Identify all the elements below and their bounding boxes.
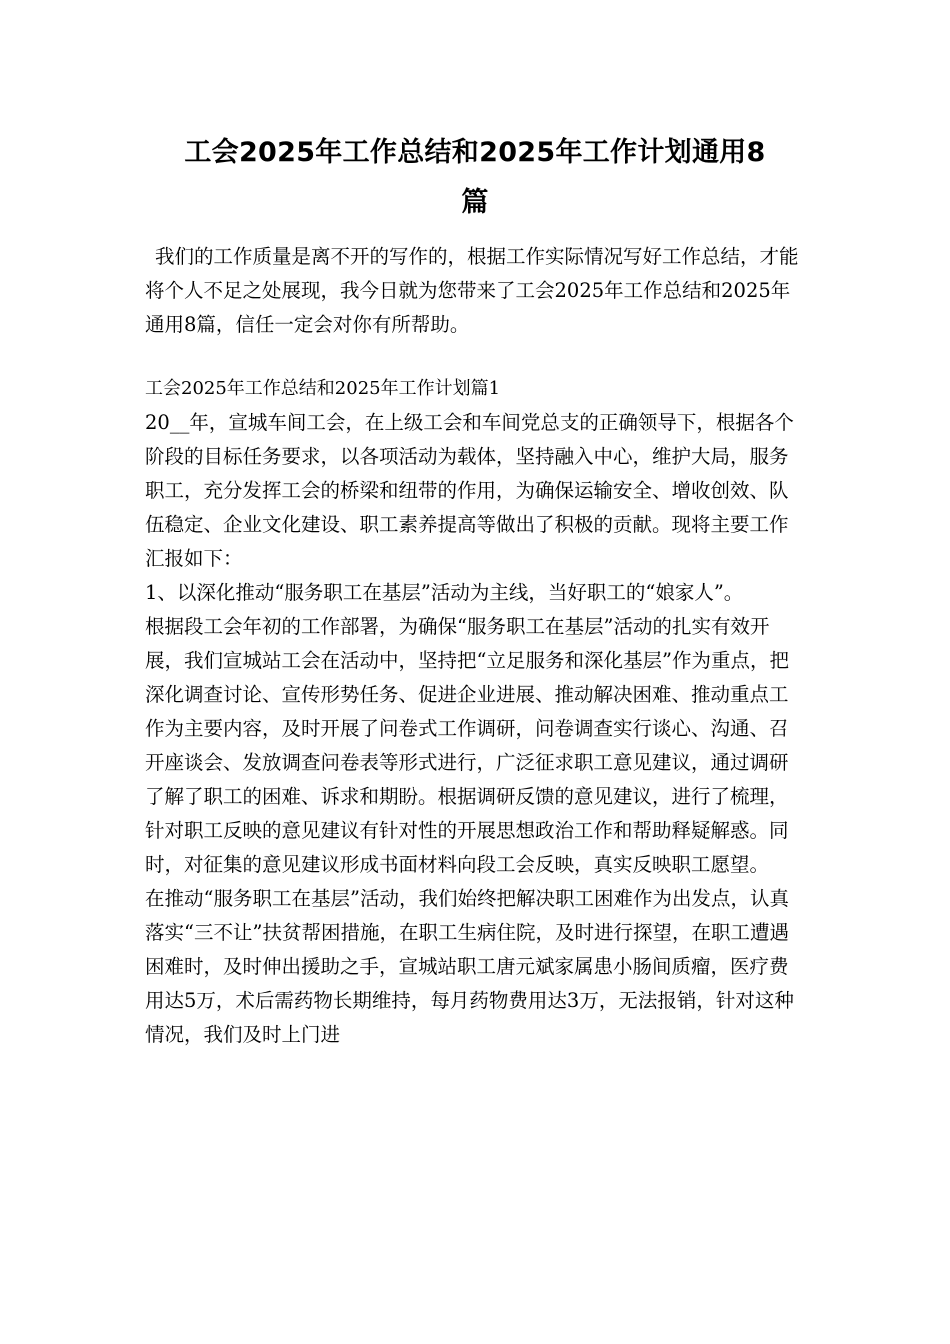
paragraph-3: 根据段工会年初的工作部署，为确保“服务职工在基层”活动的扎实有效开展，我们宣城站工会在活动中，坚持把“立足服务和深化基层”作为重点，把深化调查讨论、宣传形势任务、促进企业进展、推动解决困难、推动重点工作为主要内容，及时开展了问卷式工作调研，问卷调查实行谈心、沟通、召开座谈会、发放调查问卷表等形式进行，广泛征求职工意见建议，通过调研了解了职工的困难、诉求和期盼。根据调研反馈的意见建议，进行了梳理，针对职工反映的意见建议有针对性的开展思想政治工作和帮助释疑解惑。同时，对征集的意见建议形成书面材料向段工会反映，真实反映职工愿望。 — [145, 615, 789, 876]
title-line-1: 工会2025年工作总结和2025年工作计划通用8 — [184, 137, 766, 168]
document-title — [145, 128, 805, 228]
document-page — [145, 128, 805, 1052]
section-spacer — [145, 342, 805, 372]
intro-paragraph: 我们的工作质量是离不开的写作的，根据工作实际情况写好工作总结，才能将个人不足之处展现，我今日就为您带来了工会2025年工作总结和2025年通用8篇，信任一定会对你有所帮助。 — [145, 245, 799, 336]
section-heading: 工会2025年工作总结和2025年工作计划篇1 — [145, 378, 501, 399]
paragraph-2: 1、以深化推动“服务职工在基层”活动为主线，当好职工的“娘家人”。 — [145, 581, 744, 604]
paragraph-4: 在推动“服务职工在基层”活动，我们始终把解决职工困难作为出发点，认真落实“三不让”扶贫帮困措施，在职工生病住院，及时进行探望，在职工遭遇困难时，及时伸出援助之手，宣城站职工唐元斌家属患小肠间质瘤，医疗费用达5万，术后需药物长期维持，每月药物费用达3万，无法报销，针对这种情况，我们及时上门进 — [145, 887, 794, 1046]
paragraph-1: 20__年，宣城车间工会，在上级工会和车间党总支的正确领导下，根据各个阶段的目标任务要求，以各项活动为载体，坚持融入中心，维护大局，服务职工，充分发挥工会的桥梁和纽带的作用，为确保运输安全、增收创效、队伍稳定、企业文化建设、职工素养提高等做出了积极的贡献。现将主要工作汇报如下： — [145, 411, 794, 570]
title-line-2: 篇 — [461, 187, 489, 218]
